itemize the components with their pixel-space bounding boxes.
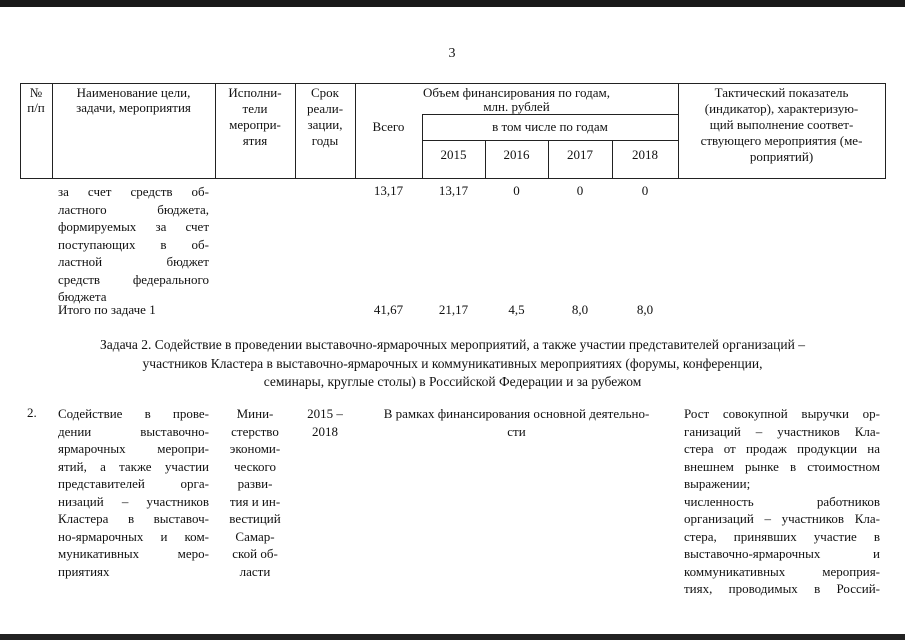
total-row-2018: 8,0 <box>636 302 654 317</box>
row2-indicator: Рост совокупной выручки ор- ганизаций – участников Кла- стера от продаж продукции на внешнем рынке в стоимостном выражении; численность работников организаций – участников Кла- стера, принявших участие в выставочно-ярмарочных и коммуникативных мероприя- тиях, проводимых в Россий- <box>684 406 880 596</box>
header-executors-line4: ятия <box>242 133 268 148</box>
header-indicator-line2: (индикатор), характеризую- <box>704 101 859 116</box>
header-executors-line1: Исполни- <box>228 85 282 100</box>
header-num-label: п/п <box>27 100 45 115</box>
row2-term: 2015 – 2018 <box>307 406 343 439</box>
header-financing-units: млн. рублей <box>483 99 550 114</box>
header-year-2017: 2017 <box>567 147 593 162</box>
total-row-2016: 4,5 <box>508 302 525 317</box>
total-row-2017: 8,0 <box>571 302 589 317</box>
scan-bottom-border <box>0 634 905 640</box>
row2-financing: В рамках финансирования основной деятельно- сти <box>383 406 650 439</box>
total-row-total: 41,67 <box>373 302 404 317</box>
budget-row-2017: 0 <box>576 183 584 198</box>
header-name-line2: задачи, мероприятия <box>76 100 191 115</box>
header-year-2015: 2015 <box>440 147 467 162</box>
header-term-line3: зации, <box>307 117 343 132</box>
header-indicator-line4: ствующего мероприятия (ме- <box>700 133 863 148</box>
header-year-2016: 2016 <box>503 147 530 162</box>
header-executors-line3: меропри- <box>229 117 281 132</box>
total-row-label: Итого по задаче 1 <box>58 302 156 317</box>
total-row-2015: 21,17 <box>438 302 469 317</box>
row2-number: 2. <box>27 405 37 420</box>
task2-line1: Задача 2. Содействие в проведении выставочно-ярмарочных мероприятий, а также участии представителей организаций – <box>100 337 805 352</box>
task2-line3: семинары, круглые столы) в Российской Федерации и за рубежом <box>263 374 642 389</box>
task2-line2: участников Кластера в выставочно-ярмарочных и коммуникативных мероприятиях (форумы, конференции, <box>142 355 763 371</box>
header-term-line1: Срок <box>311 85 339 100</box>
header-financing-title: Объем финансирования по годам, <box>422 85 611 100</box>
task2-heading <box>40 336 865 392</box>
header-num-symbol: № <box>29 85 43 100</box>
budget-row-total: 13,17 <box>373 183 404 198</box>
header-term-line2: реали- <box>306 101 344 116</box>
header-by-years: в том числе по годам <box>492 119 608 134</box>
budget-row-2015: 13,17 <box>438 183 469 198</box>
header-indicator-line5: роприятий) <box>749 149 814 164</box>
row2-name: Содействие в прове- дении выставочно- ярмарочных меропри- ятий, а также участии представителей орга- низаций – участников Кластера в выставоч- но-ярмарочных и ком- муникативных меро- приятиях <box>58 406 209 579</box>
header-indicator-line3: щий выполнение соответ- <box>709 117 854 132</box>
header-indicator-line1: Тактический показатель <box>714 85 849 100</box>
budget-row-2018: 0 <box>641 183 649 198</box>
header-executors-line2: тели <box>242 101 268 116</box>
row2-executor: Мини- стерство экономи- ческого разви- тия и ин- вестиций Самар- ской об- ласти <box>229 406 281 579</box>
budget-row-2016: 0 <box>513 183 520 198</box>
header-term-line4: годы <box>311 133 339 148</box>
header-year-2018: 2018 <box>632 147 658 162</box>
scan-top-border <box>0 0 905 7</box>
page-number: 3 <box>448 46 456 61</box>
header-name-line1: Наименование цели, <box>76 85 191 100</box>
budget-row-name: за счет средств об- ластного бюджета, формируемых за счет поступающих в об- ластной бюджет средств федерального бюджета <box>58 184 209 304</box>
header-total: Всего <box>372 119 405 134</box>
